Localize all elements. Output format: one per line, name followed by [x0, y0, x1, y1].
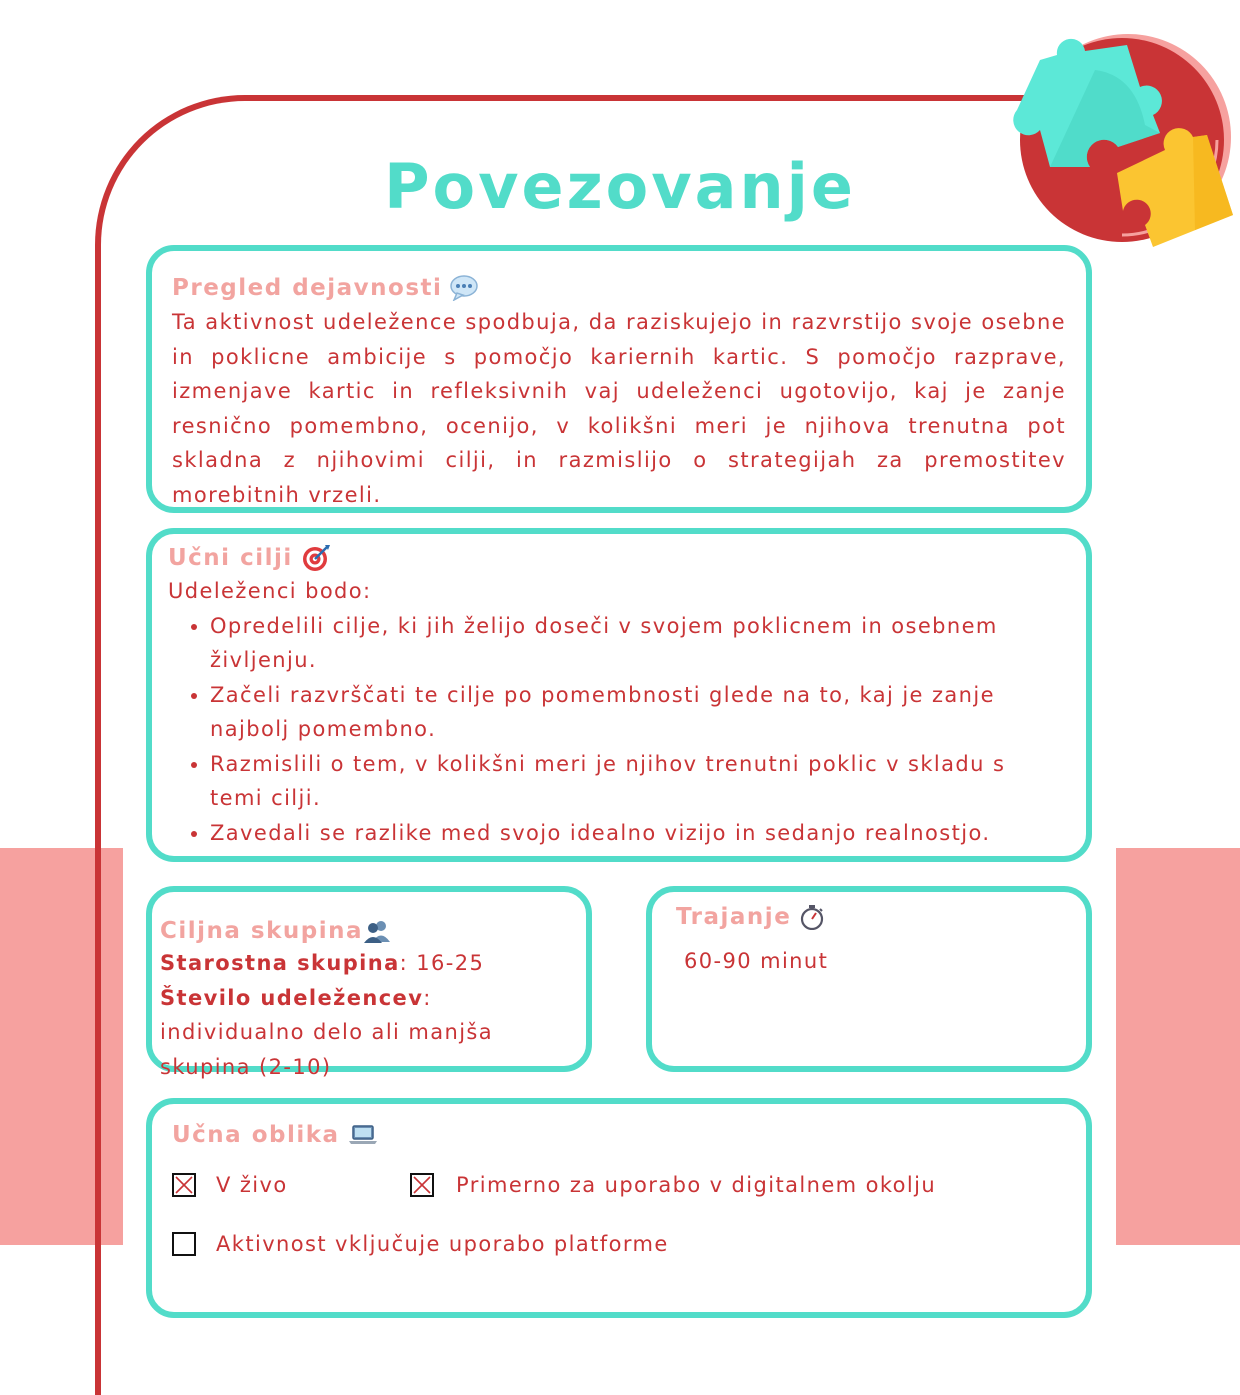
- format-options-row-2: [172, 1227, 1066, 1262]
- goals-heading: [168, 544, 1066, 572]
- speech-bubble-icon: [450, 275, 478, 301]
- target-group-card: [146, 886, 592, 1079]
- count-value: : individualno delo ali manjša skupina (2-10): [160, 985, 494, 1079]
- age-value: : 16-25: [399, 951, 485, 975]
- overview-heading-text: Pregled dejavnosti: [172, 275, 443, 301]
- goals-heading-text: Učni cilji: [168, 545, 293, 571]
- people-icon: [363, 919, 391, 943]
- format-heading-text: Učna oblika: [172, 1122, 340, 1148]
- goals-card: [146, 528, 1092, 862]
- goals-intro: Udeleženci bodo:: [168, 579, 372, 603]
- goals-list: [168, 609, 1040, 851]
- stopwatch-icon: [799, 904, 825, 930]
- live-checkbox[interactable]: [172, 1173, 196, 1197]
- platform-option-label: Aktivnost vključuje uporabo platforme: [216, 1231, 669, 1256]
- overview-card: [146, 245, 1092, 513]
- page-title: Povezovanje: [384, 150, 856, 223]
- target-icon: [301, 544, 331, 572]
- laptop-icon: [348, 1124, 378, 1146]
- digital-option-label: Primerno za uporabo v digitalnem okolju: [456, 1173, 937, 1197]
- format-card: [146, 1098, 1092, 1318]
- format-options-row: [172, 1168, 1066, 1203]
- list-item: • Opredelili cilje, ki jih želijo doseči v svojem poklicnem in osebnem življenju.: [210, 609, 1040, 678]
- duration-value: 60-90 minut: [684, 949, 829, 973]
- list-item: • Začeli razvrščati te cilje po pomembnosti glede na to, kaj je zanje najbolj pomembno.: [210, 678, 1040, 747]
- target-group-heading: [160, 918, 576, 944]
- count-label: Število udeležencev: [160, 985, 424, 1010]
- duration-heading-text: Trajanje: [676, 904, 792, 930]
- target-group-heading-text: Ciljna skupina: [160, 918, 364, 944]
- list-item: • Zavedali se razlike med svojo idealno vizijo in sedanjo realnostjo.: [210, 816, 1040, 851]
- overview-heading: [172, 275, 1066, 301]
- format-heading: [172, 1122, 1066, 1148]
- age-label: Starostna skupina: [160, 951, 400, 975]
- digital-checkbox[interactable]: [410, 1173, 434, 1197]
- platform-checkbox[interactable]: [172, 1232, 196, 1256]
- overview-text: Ta aktivnost udeležence spodbuja, da raziskujejo in razvrstijo svoje osebne in poklicne ambicije s pomočjo kariernih kartic. S pomočjo razprave, izmenjave kartic in refleksivnih vaj udeleženci ugotovijo, kaj je zanje resnično pomembno, ocenijo, v kolikšni meri je njihova trenutna pot skladna z njihovimi cilji, in razmislijo o strategijah za premostitev morebitnih vrzeli.: [172, 310, 1066, 507]
- list-item: • Razmislili o tem, v kolikšni meri je njihov trenutni poklic v skladu s temi cilji.: [210, 747, 1040, 816]
- live-option-label: V živo: [216, 1173, 288, 1197]
- duration-card: [646, 886, 1092, 1072]
- duration-heading: [676, 904, 1066, 930]
- target-group-text: [160, 946, 576, 1084]
